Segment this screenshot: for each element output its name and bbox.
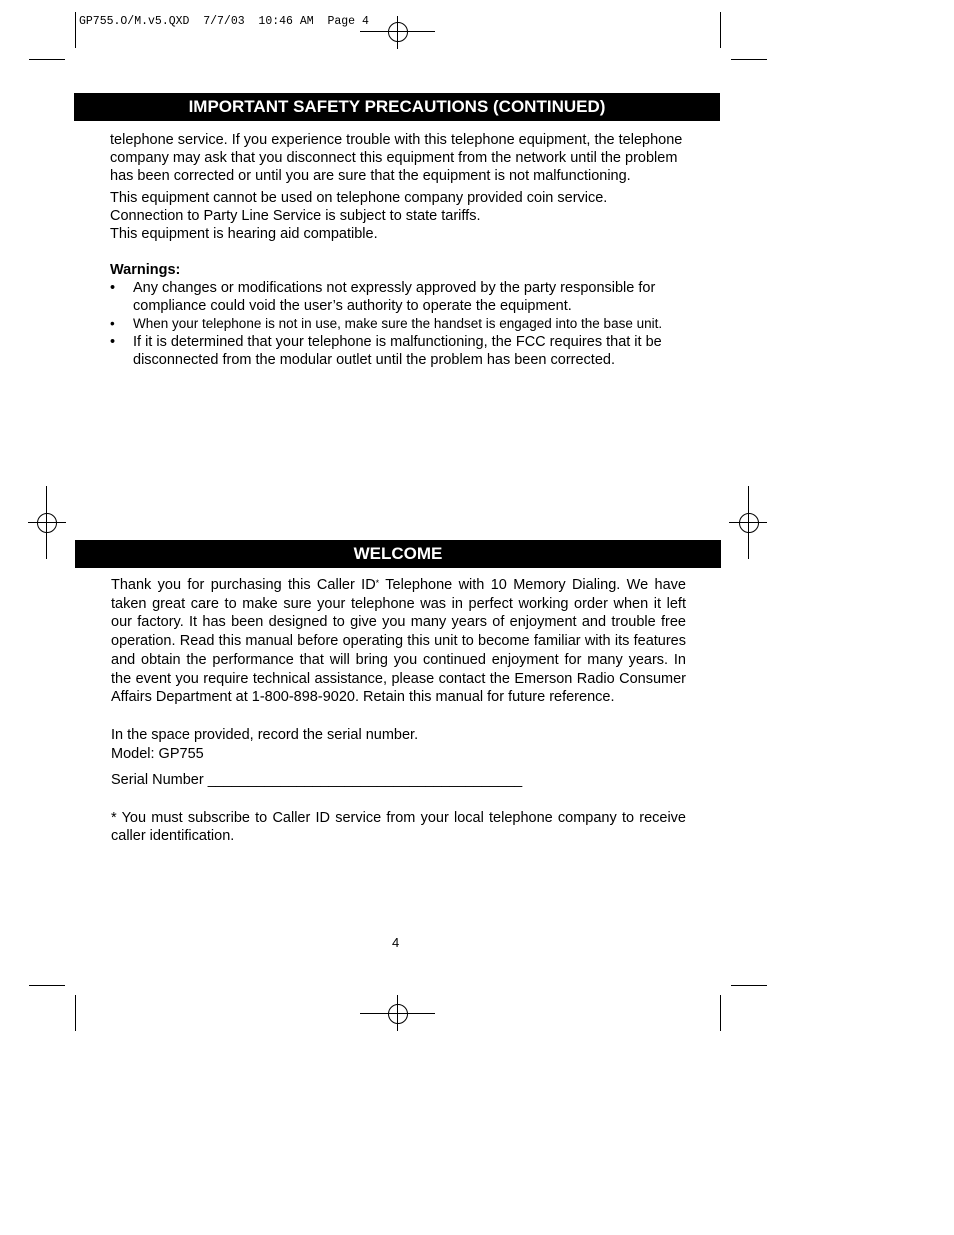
welcome-section [111, 576, 686, 845]
warning-item: • When your telephone is not in use, make sure the handset is engaged into the base unit. [110, 316, 663, 331]
welcome-heading: WELCOME [75, 540, 721, 568]
safety-heading: IMPORTANT SAFETY PRECAUTIONS (CONTINUED) [74, 93, 720, 121]
print-slug: GP755.O/M.v5.QXD 7/7/03 10:46 AM Page 4 [79, 15, 369, 28]
safety-section [110, 131, 700, 369]
coin-service-line: This equipment cannot be used on telephone company provided coin service. [110, 190, 608, 206]
safety-paragraph: telephone service. If you experience trouble with this telephone equipment, the telephone company may ask that you disconnect this equipment from the network until the problem has been corrected or until you are sure that the equipment is not malfunctioning. [110, 132, 683, 184]
page-number: 4 [392, 935, 400, 950]
warnings-label: Warnings: [110, 262, 181, 278]
welcome-paragraph: Thank you for purchasing this Caller ID* Telephone with 10 Memory Dialing. We have taken great care to make sure your telephone was in perfect working order when it left our factory. It has been designed to give you many years of enjoyment and trouble free operation. Read this manual before operating this unit to become familiar with its features and obtain the performance that will bring you continued enjoyment for many years. In the event you require technical assistance, please contact the Emerson Radio Consumer Affairs Department at 1-800-898-9020. Retain this manual for future reference. [111, 577, 686, 706]
bullet-icon: • [110, 280, 116, 296]
bullet-icon: • [110, 334, 116, 350]
record-serial-instruction: In the space provided, record the serial number. [111, 726, 419, 743]
model-line: Model: GP755 [111, 745, 204, 762]
bullet-icon: • [110, 316, 115, 331]
warning-item: • If it is determined that your telephone is malfunctioning, the FCC requires that it be disconnected from the modular outlet until the problem has been corrected. [110, 334, 662, 368]
party-line-line: Connection to Party Line Service is subject to state tariffs. [110, 208, 481, 224]
serial-number-line: Serial Number _______________________________________ [111, 771, 523, 788]
caller-id-footnote: * You must subscribe to Caller ID service from your local telephone company to receive caller identification. [111, 809, 686, 844]
hearing-aid-line: This equipment is hearing aid compatible. [110, 226, 378, 242]
warning-item: • Any changes or modifications not expressly approved by the party responsible for compliance could void the user’s authority to operate the equipment. [110, 280, 656, 314]
